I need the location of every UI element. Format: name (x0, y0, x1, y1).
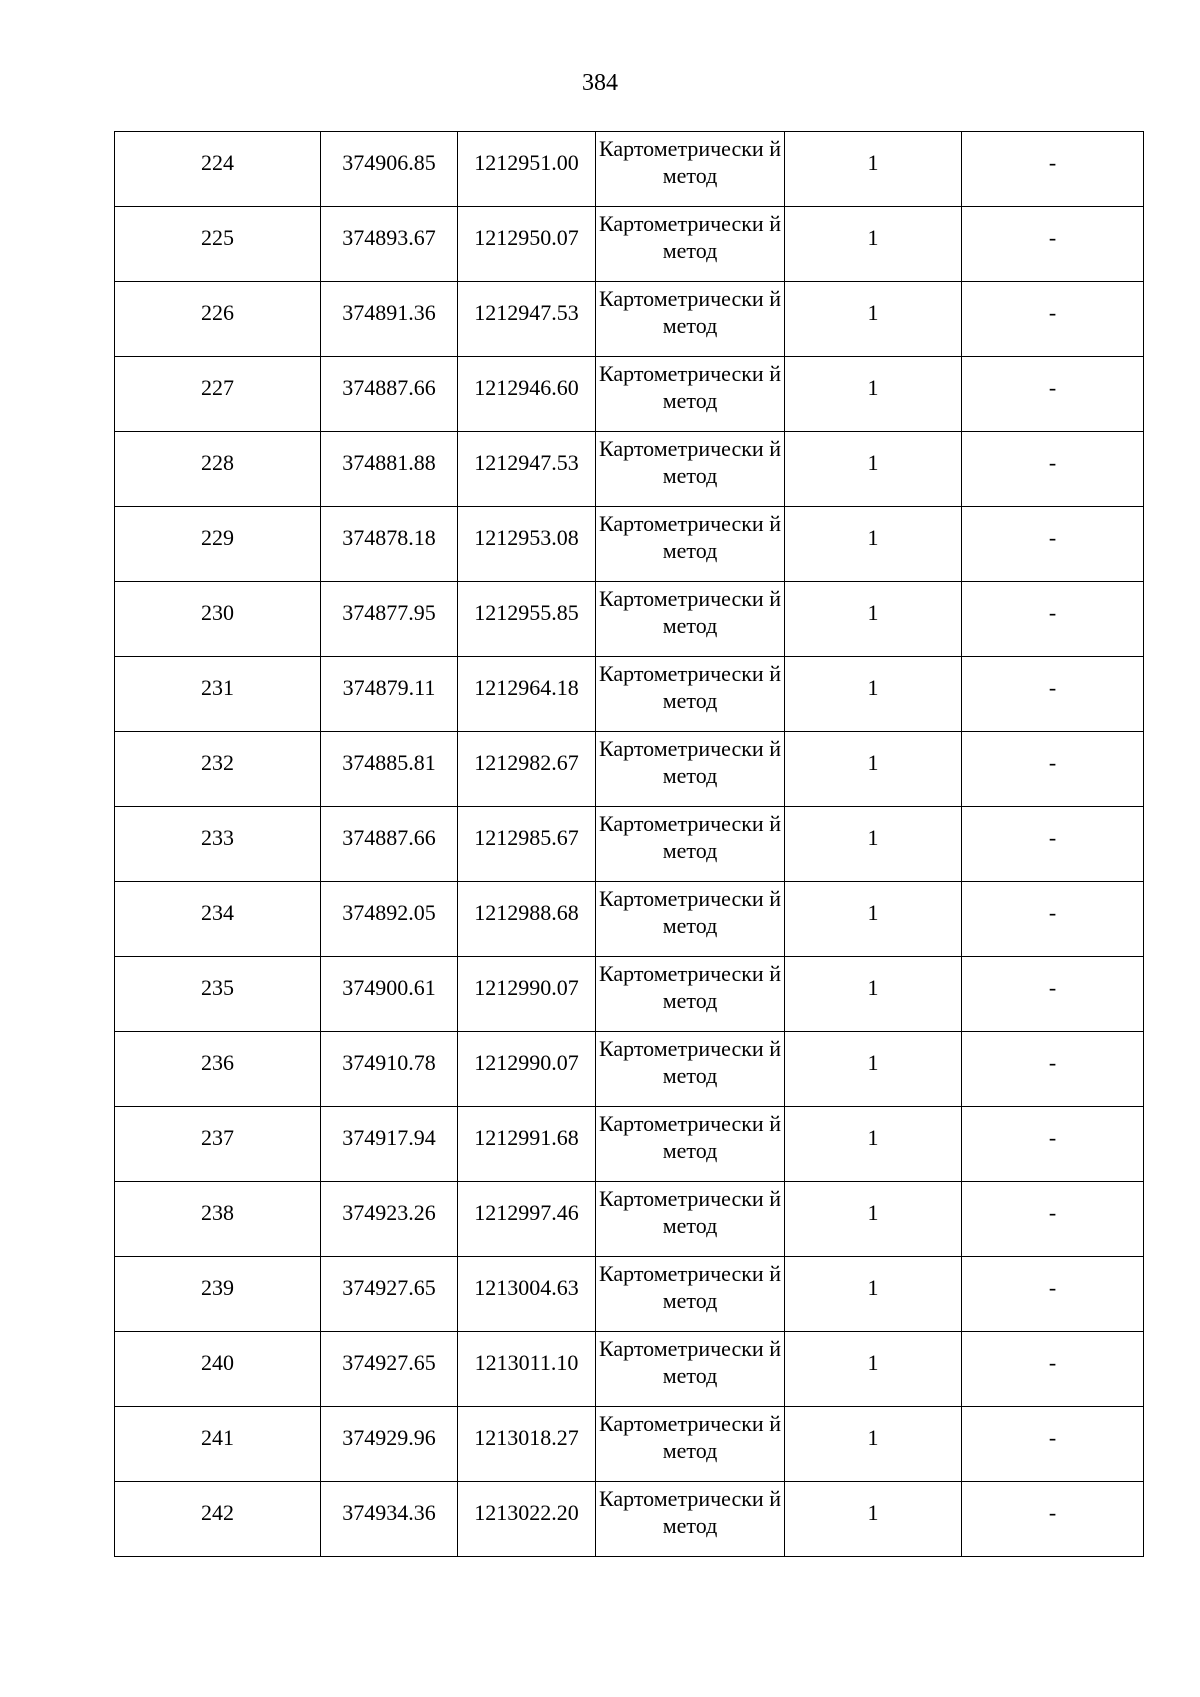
method-cell-text: Картометрически й метод (599, 961, 781, 1013)
accuracy-cell-text: 1 (867, 224, 879, 250)
note-cell-text: - (1048, 674, 1057, 700)
point-number-cell (115, 1032, 321, 1107)
x-coordinate-cell-text: 374923.26 (342, 1199, 436, 1225)
y-coordinate-cell-text: 1212990.07 (474, 1049, 579, 1075)
note-cell-text: - (1048, 1349, 1057, 1375)
note-cell-text: - (1048, 1499, 1057, 1525)
method-cell-text: Картометрически й метод (599, 136, 781, 188)
y-coordinate-cell (458, 1482, 596, 1557)
note-cell-text: - (1048, 974, 1057, 1000)
method-cell-text: Картометрически й метод (599, 1411, 781, 1463)
y-coordinate-cell-text: 1212982.67 (474, 749, 579, 775)
note-cell (962, 1032, 1144, 1107)
y-coordinate-cell-text: 1212955.85 (474, 599, 579, 625)
note-cell-text: - (1048, 824, 1057, 850)
note-cell-text: - (1048, 374, 1057, 400)
x-coordinate-cell-text: 374906.85 (342, 149, 436, 175)
accuracy-cell-text: 1 (867, 149, 879, 175)
accuracy-cell-text: 1 (867, 1199, 879, 1225)
x-coordinate-cell-text: 374927.65 (342, 1349, 436, 1375)
method-cell-text: Картометрически й метод (599, 436, 781, 488)
accuracy-cell (785, 432, 962, 507)
x-coordinate-cell (321, 1332, 458, 1407)
note-cell-text: - (1048, 749, 1057, 775)
y-coordinate-cell (458, 1107, 596, 1182)
table-row (115, 657, 1144, 732)
point-number-cell-text: 240 (201, 1349, 234, 1375)
note-cell (962, 582, 1144, 657)
y-coordinate-cell-text: 1213004.63 (474, 1274, 579, 1300)
x-coordinate-cell-text: 374892.05 (342, 899, 436, 925)
table-row (115, 507, 1144, 582)
accuracy-cell (785, 1257, 962, 1332)
table-row (115, 1257, 1144, 1332)
x-coordinate-cell-text: 374917.94 (342, 1124, 436, 1150)
y-coordinate-cell (458, 432, 596, 507)
table-row (115, 1032, 1144, 1107)
accuracy-cell-text: 1 (867, 974, 879, 1000)
page-number: 384 (582, 70, 618, 96)
x-coordinate-cell-text: 374934.36 (342, 1499, 436, 1525)
y-coordinate-cell (458, 357, 596, 432)
note-cell-text: - (1048, 1199, 1057, 1225)
table-row (115, 207, 1144, 282)
method-cell-text: Картометрически й метод (599, 211, 781, 263)
x-coordinate-cell (321, 1182, 458, 1257)
x-coordinate-cell-text: 374929.96 (342, 1424, 436, 1450)
table-row (115, 432, 1144, 507)
accuracy-cell (785, 1482, 962, 1557)
point-number-cell (115, 582, 321, 657)
note-cell (962, 132, 1144, 207)
method-cell (596, 207, 785, 282)
note-cell-text: - (1048, 899, 1057, 925)
method-cell-text: Картометрически й метод (599, 886, 781, 938)
y-coordinate-cell-text: 1213018.27 (474, 1424, 579, 1450)
method-cell (596, 1032, 785, 1107)
point-number-cell (115, 357, 321, 432)
note-cell-text: - (1048, 149, 1057, 175)
point-number-cell-text: 229 (201, 524, 234, 550)
accuracy-cell (785, 507, 962, 582)
accuracy-cell (785, 882, 962, 957)
method-cell-text: Картометрически й метод (599, 1336, 781, 1388)
y-coordinate-cell-text: 1212985.67 (474, 824, 579, 850)
method-cell (596, 582, 785, 657)
table-row (115, 132, 1144, 207)
point-number-cell-text: 236 (201, 1049, 234, 1075)
x-coordinate-cell-text: 374900.61 (342, 974, 436, 1000)
accuracy-cell (785, 732, 962, 807)
point-number-cell (115, 1257, 321, 1332)
note-cell-text: - (1048, 599, 1057, 625)
y-coordinate-cell-text: 1212947.53 (474, 299, 579, 325)
accuracy-cell (785, 1032, 962, 1107)
accuracy-cell-text: 1 (867, 299, 879, 325)
method-cell (596, 282, 785, 357)
point-number-cell (115, 657, 321, 732)
y-coordinate-cell (458, 1182, 596, 1257)
x-coordinate-cell (321, 357, 458, 432)
point-number-cell-text: 232 (201, 749, 234, 775)
table-row (115, 582, 1144, 657)
x-coordinate-cell (321, 132, 458, 207)
point-number-cell-text: 228 (201, 449, 234, 475)
y-coordinate-cell-text: 1212988.68 (474, 899, 579, 925)
y-coordinate-cell (458, 132, 596, 207)
point-number-cell-text: 230 (201, 599, 234, 625)
note-cell-text: - (1048, 524, 1057, 550)
note-cell (962, 282, 1144, 357)
point-number-cell-text: 231 (201, 674, 234, 700)
y-coordinate-cell (458, 657, 596, 732)
x-coordinate-cell-text: 374885.81 (342, 749, 436, 775)
method-cell (596, 1257, 785, 1332)
method-cell-text: Картометрически й метод (599, 811, 781, 863)
method-cell-text: Картометрически й метод (599, 361, 781, 413)
y-coordinate-cell-text: 1212953.08 (474, 524, 579, 550)
point-number-cell (115, 807, 321, 882)
x-coordinate-cell (321, 582, 458, 657)
x-coordinate-cell-text: 374891.36 (342, 299, 436, 325)
accuracy-cell-text: 1 (867, 1124, 879, 1150)
y-coordinate-cell (458, 957, 596, 1032)
table-row (115, 1482, 1144, 1557)
point-number-cell-text: 234 (201, 899, 234, 925)
y-coordinate-cell (458, 807, 596, 882)
y-coordinate-cell (458, 1032, 596, 1107)
note-cell (962, 507, 1144, 582)
note-cell-text: - (1048, 1274, 1057, 1300)
point-number-cell (115, 732, 321, 807)
y-coordinate-cell-text: 1212964.18 (474, 674, 579, 700)
x-coordinate-cell (321, 957, 458, 1032)
coordinates-table (114, 131, 1144, 1557)
note-cell-text: - (1048, 1124, 1057, 1150)
point-number-cell (115, 507, 321, 582)
method-cell-text: Картометрически й метод (599, 286, 781, 338)
accuracy-cell-text: 1 (867, 1349, 879, 1375)
point-number-cell (115, 207, 321, 282)
point-number-cell-text: 225 (201, 224, 234, 250)
table-row (115, 282, 1144, 357)
accuracy-cell (785, 957, 962, 1032)
accuracy-cell (785, 582, 962, 657)
method-cell (596, 807, 785, 882)
note-cell (962, 657, 1144, 732)
note-cell (962, 807, 1144, 882)
point-number-cell (115, 432, 321, 507)
note-cell (962, 207, 1144, 282)
y-coordinate-cell-text: 1212990.07 (474, 974, 579, 1000)
y-coordinate-cell (458, 282, 596, 357)
table-row (115, 882, 1144, 957)
table-row (115, 1182, 1144, 1257)
x-coordinate-cell-text: 374887.66 (342, 824, 436, 850)
accuracy-cell (785, 807, 962, 882)
method-cell (596, 732, 785, 807)
point-number-cell-text: 227 (201, 374, 234, 400)
y-coordinate-cell-text: 1212951.00 (474, 149, 579, 175)
accuracy-cell-text: 1 (867, 599, 879, 625)
method-cell (596, 657, 785, 732)
note-cell (962, 1257, 1144, 1332)
point-number-cell-text: 237 (201, 1124, 234, 1150)
y-coordinate-cell (458, 1332, 596, 1407)
y-coordinate-cell-text: 1213022.20 (474, 1499, 579, 1525)
method-cell (596, 1182, 785, 1257)
note-cell-text: - (1048, 1049, 1057, 1075)
point-number-cell-text: 239 (201, 1274, 234, 1300)
note-cell-text: - (1048, 299, 1057, 325)
method-cell-text: Картометрически й метод (599, 1261, 781, 1313)
method-cell-text: Картометрически й метод (599, 1036, 781, 1088)
accuracy-cell (785, 1107, 962, 1182)
point-number-cell (115, 282, 321, 357)
accuracy-cell (785, 132, 962, 207)
y-coordinate-cell (458, 1407, 596, 1482)
accuracy-cell-text: 1 (867, 449, 879, 475)
x-coordinate-cell-text: 374927.65 (342, 1274, 436, 1300)
method-cell (596, 432, 785, 507)
method-cell-text: Картометрически й метод (599, 736, 781, 788)
y-coordinate-cell-text: 1213011.10 (474, 1349, 579, 1375)
note-cell (962, 432, 1144, 507)
accuracy-cell-text: 1 (867, 1274, 879, 1300)
y-coordinate-cell-text: 1212946.60 (474, 374, 579, 400)
method-cell (596, 1332, 785, 1407)
method-cell (596, 882, 785, 957)
accuracy-cell-text: 1 (867, 1424, 879, 1450)
method-cell-text: Картометрически й метод (599, 1186, 781, 1238)
accuracy-cell-text: 1 (867, 674, 879, 700)
method-cell-text: Картометрически й метод (599, 511, 781, 563)
table-row (115, 957, 1144, 1032)
point-number-cell-text: 235 (201, 974, 234, 1000)
note-cell (962, 1332, 1144, 1407)
table-row (115, 1332, 1144, 1407)
note-cell-text: - (1048, 449, 1057, 475)
method-cell-text: Картометрически й метод (599, 1486, 781, 1538)
table-row (115, 357, 1144, 432)
accuracy-cell-text: 1 (867, 374, 879, 400)
x-coordinate-cell (321, 432, 458, 507)
note-cell (962, 732, 1144, 807)
accuracy-cell-text: 1 (867, 524, 879, 550)
y-coordinate-cell (458, 582, 596, 657)
note-cell (962, 882, 1144, 957)
x-coordinate-cell-text: 374893.67 (342, 224, 436, 250)
accuracy-cell-text: 1 (867, 899, 879, 925)
method-cell (596, 957, 785, 1032)
coordinates-table-body (115, 132, 1144, 1557)
note-cell (962, 1407, 1144, 1482)
point-number-cell (115, 1407, 321, 1482)
accuracy-cell (785, 1332, 962, 1407)
note-cell-text: - (1048, 1424, 1057, 1450)
point-number-cell-text: 238 (201, 1199, 234, 1225)
accuracy-cell-text: 1 (867, 1499, 879, 1525)
y-coordinate-cell (458, 732, 596, 807)
note-cell (962, 357, 1144, 432)
point-number-cell-text: 241 (201, 1424, 234, 1450)
method-cell (596, 1482, 785, 1557)
y-coordinate-cell-text: 1212947.53 (474, 449, 579, 475)
y-coordinate-cell-text: 1212997.46 (474, 1199, 579, 1225)
x-coordinate-cell (321, 807, 458, 882)
accuracy-cell (785, 657, 962, 732)
point-number-cell (115, 1482, 321, 1557)
accuracy-cell (785, 282, 962, 357)
x-coordinate-cell (321, 507, 458, 582)
table-row (115, 1407, 1144, 1482)
table-row (115, 807, 1144, 882)
y-coordinate-cell (458, 207, 596, 282)
point-number-cell-text: 233 (201, 824, 234, 850)
x-coordinate-cell (321, 282, 458, 357)
point-number-cell-text: 224 (201, 149, 234, 175)
y-coordinate-cell (458, 507, 596, 582)
accuracy-cell-text: 1 (867, 824, 879, 850)
method-cell-text: Картометрически й метод (599, 661, 781, 713)
y-coordinate-cell (458, 882, 596, 957)
x-coordinate-cell-text: 374887.66 (342, 374, 436, 400)
note-cell (962, 1107, 1144, 1182)
x-coordinate-cell-text: 374879.11 (342, 674, 436, 700)
point-number-cell (115, 957, 321, 1032)
note-cell (962, 1482, 1144, 1557)
table-row (115, 1107, 1144, 1182)
y-coordinate-cell-text: 1212991.68 (474, 1124, 579, 1150)
x-coordinate-cell (321, 207, 458, 282)
method-cell-text: Картометрически й метод (599, 1111, 781, 1163)
y-coordinate-cell-text: 1212950.07 (474, 224, 579, 250)
accuracy-cell (785, 207, 962, 282)
point-number-cell (115, 132, 321, 207)
accuracy-cell (785, 357, 962, 432)
x-coordinate-cell (321, 1482, 458, 1557)
method-cell (596, 507, 785, 582)
accuracy-cell-text: 1 (867, 749, 879, 775)
note-cell (962, 957, 1144, 1032)
x-coordinate-cell (321, 1032, 458, 1107)
x-coordinate-cell-text: 374910.78 (342, 1049, 436, 1075)
x-coordinate-cell (321, 882, 458, 957)
x-coordinate-cell (321, 1107, 458, 1182)
point-number-cell-text: 226 (201, 299, 234, 325)
method-cell (596, 357, 785, 432)
point-number-cell (115, 1107, 321, 1182)
accuracy-cell (785, 1407, 962, 1482)
method-cell (596, 132, 785, 207)
method-cell (596, 1107, 785, 1182)
x-coordinate-cell-text: 374877.95 (342, 599, 436, 625)
accuracy-cell (785, 1182, 962, 1257)
x-coordinate-cell-text: 374881.88 (342, 449, 436, 475)
note-cell (962, 1182, 1144, 1257)
point-number-cell (115, 1182, 321, 1257)
x-coordinate-cell (321, 657, 458, 732)
x-coordinate-cell (321, 1407, 458, 1482)
method-cell (596, 1407, 785, 1482)
note-cell-text: - (1048, 224, 1057, 250)
point-number-cell (115, 1332, 321, 1407)
accuracy-cell-text: 1 (867, 1049, 879, 1075)
x-coordinate-cell (321, 1257, 458, 1332)
x-coordinate-cell-text: 374878.18 (342, 524, 436, 550)
x-coordinate-cell (321, 732, 458, 807)
table-row (115, 732, 1144, 807)
method-cell-text: Картометрически й метод (599, 586, 781, 638)
point-number-cell-text: 242 (201, 1499, 234, 1525)
point-number-cell (115, 882, 321, 957)
y-coordinate-cell (458, 1257, 596, 1332)
